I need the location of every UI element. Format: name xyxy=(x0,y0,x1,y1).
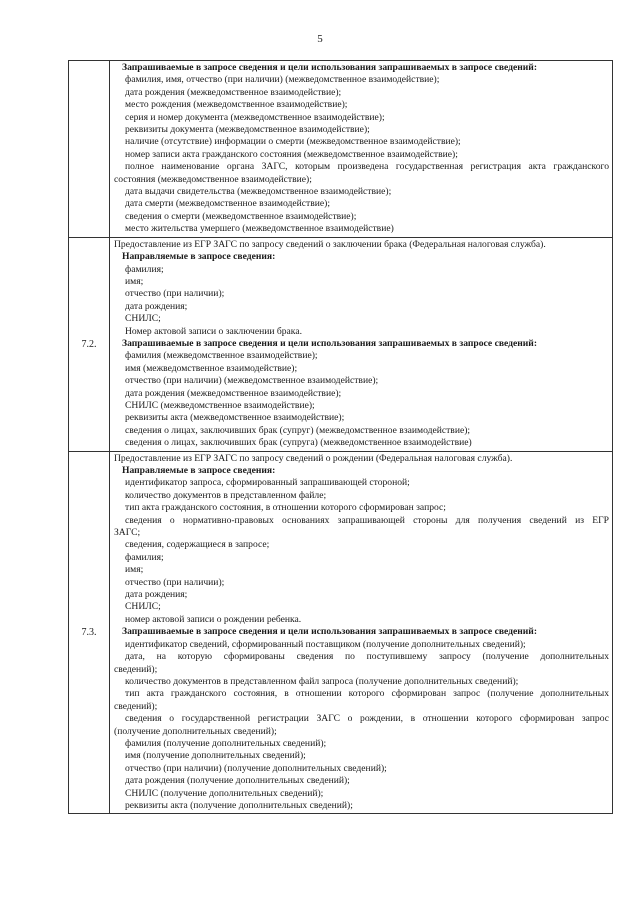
text-line: сведения о нормативно-правовых основаниях запрашивающей стороны для получения сведений из ЕГР xyxy=(125,514,609,526)
row-number: 7.2. xyxy=(69,237,110,451)
row-content xyxy=(110,237,613,451)
text-line: количество документов в представленном файле; xyxy=(125,489,327,501)
row-number: 7.3. xyxy=(69,451,110,814)
text-line: отчество (при наличии); xyxy=(125,288,225,300)
text-line: сведения о лицах, заключивших брак (супруга) (межведомственное взаимодействие) xyxy=(125,437,472,449)
regulation-table xyxy=(68,60,613,814)
text-line: дата рождения (межведомственное взаимодействие); xyxy=(125,86,342,98)
text-line: серия и номер документа (межведомственное взаимодействие); xyxy=(125,111,385,123)
text-line: СНИЛС; xyxy=(125,601,161,613)
page-number: 5 xyxy=(317,33,323,45)
table-row xyxy=(69,61,613,238)
text-line: Номер актовой записи о заключении брака. xyxy=(125,325,302,337)
text-line: дата, на которую сформированы сведения по поступившему запросу (получение дополнительных xyxy=(125,651,609,663)
text-line: имя (получение дополнительных сведений); xyxy=(125,750,306,762)
text-line: дата рождения (межведомственное взаимодействие); xyxy=(125,387,342,399)
section-heading: Запрашиваемые в запросе сведения и цели использования запрашиваемых в запросе сведений: xyxy=(122,62,538,73)
text-line: дата рождения (получение дополнительных сведений); xyxy=(125,775,350,787)
text-line: ЗАГС; xyxy=(114,527,141,539)
text-line: реквизиты документа (межведомственное взаимодействие); xyxy=(125,124,370,136)
text-line: сведения о лицах, заключивших брак (супруг) (межведомственное взаимодействие); xyxy=(125,424,471,436)
text-line: СНИЛС; xyxy=(125,313,161,325)
text-line: отчество (при наличии) (получение дополнительных сведений); xyxy=(125,762,387,774)
section-heading: Направляемые в запросе сведения: xyxy=(122,465,276,476)
text-line: состояния (межведомственное взаимодействие); xyxy=(114,173,312,185)
text-line: место рождения (межведомственное взаимодействие); xyxy=(125,99,348,111)
text-line: тип акта гражданского состояния, в отношении которого сформирован запрос; xyxy=(125,502,446,514)
text-line: место жительства умершего (межведомственное взаимодействие) xyxy=(125,223,394,235)
text-line: СНИЛС (получение дополнительных сведений); xyxy=(125,787,324,799)
text-line: имя (межведомственное взаимодействие); xyxy=(125,362,298,374)
text-line: реквизиты акта (межведомственное взаимодействие); xyxy=(125,412,345,424)
row-number xyxy=(69,61,110,238)
text-line: дата рождения; xyxy=(125,300,188,312)
text-line: дата выдачи свидетельства (межведомственное взаимодействие); xyxy=(125,186,392,198)
text-line: тип акта гражданского состояния, в отношении которого сформирован запрос (получение дополнительных xyxy=(125,688,609,700)
text-line: отчество (при наличии); xyxy=(125,576,225,588)
text-line: Предоставление из ЕГР ЗАГС по запросу сведений о рождении (Федеральная налоговая служба). xyxy=(114,452,513,464)
table-row xyxy=(69,237,613,451)
text-line: сведений); xyxy=(114,663,158,675)
text-line: фамилия, имя, отчество (при наличии) (межведомственное взаимодействие); xyxy=(125,74,440,86)
text-line: сведения, содержащиеся в запросе; xyxy=(125,539,270,551)
text-line: дата рождения; xyxy=(125,589,188,601)
text-line: сведения о государственной регистрации ЗАГС о рождении, в отношении которого сформирован запрос xyxy=(125,713,609,725)
text-line: дата смерти (межведомственное взаимодействие); xyxy=(125,198,330,210)
text-line: полное наименование органа ЗАГС, которым произведена государственная регистрация акта гражданского xyxy=(125,161,609,173)
text-line: фамилия (получение дополнительных сведений); xyxy=(125,737,327,749)
text-line: имя; xyxy=(125,275,144,287)
text-line: реквизиты акта (получение дополнительных сведений); xyxy=(125,799,353,811)
text-line: Предоставление из ЕГР ЗАГС по запросу сведений о заключении брака (Федеральная налоговая служба). xyxy=(114,238,546,250)
text-line: имя; xyxy=(125,564,144,576)
section-heading: Запрашиваемые в запросе сведения и цели использования запрашиваемых в запросе сведений: xyxy=(122,337,538,349)
text-line: количество документов в представленном файл запроса (получение дополнительных сведений); xyxy=(125,675,519,687)
text-line: фамилия; xyxy=(125,263,164,275)
text-line: сведения о смерти (межведомственное взаимодействие); xyxy=(125,210,357,222)
table-row xyxy=(69,451,613,814)
text-line: отчество (при наличии) (межведомственное взаимодействие); xyxy=(125,375,379,387)
text-line: СНИЛС (межведомственное взаимодействие); xyxy=(125,399,315,411)
text-line: (получение дополнительных сведений); xyxy=(114,725,277,737)
text-line: идентификатор сведений, сформированный поставщиком (получение дополнительных сведений); xyxy=(125,638,526,650)
row-content xyxy=(110,451,613,814)
section-heading: Направляемые в запросе сведения: xyxy=(122,251,276,263)
text-line: фамилия (межведомственное взаимодействие); xyxy=(125,350,318,362)
text-line: наличие (отсутствие) информации о смерти (межведомственное взаимодействие); xyxy=(125,136,461,148)
section-heading: Запрашиваемые в запросе сведения и цели использования запрашиваемых в запросе сведений: xyxy=(122,626,538,638)
text-line: сведений); xyxy=(114,700,158,712)
text-line: фамилия; xyxy=(125,551,164,563)
text-line: номер записи акта гражданского состояния (межведомственное взаимодействие); xyxy=(125,148,458,160)
text-line: номер актовой записи о рождении ребенка. xyxy=(125,613,302,625)
text-line: идентификатор запроса, сформированный запрашивающей стороной; xyxy=(125,477,410,489)
row-content xyxy=(110,61,613,238)
